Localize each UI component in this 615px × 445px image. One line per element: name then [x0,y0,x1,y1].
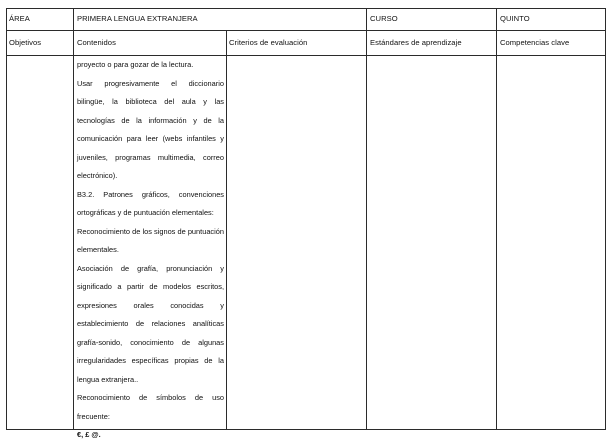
curso-label: CURSO [370,14,398,23]
area-value: PRIMERA LENGUA EXTRANJERA [77,14,198,23]
column-divider-objetivos [73,8,74,430]
header-row-divider [6,30,606,31]
contenidos-paragraph: Asociación de grafía, pronunciación y significado a partir de modelos escritos, expresiones orales conocidas y establecimiento de relaciones analíticas grafía-sonido, conocimiento de algunas irregularidades específicas propias de la lengua extranjera.. [77,263,224,384]
column-divider-contenidos [226,30,227,430]
contenidos-paragraph: proyecto o para gozar de la lectura. [77,60,194,69]
area-label: ÁREA [9,14,30,23]
contenidos-paragraph: Usar progresivamente el diccionario bilingüe, la biblioteca del aula y las tecnologías de la información y de la comunicación para leer (webs infantiles y juveniles, programas multimedia, correo electrónico). [77,78,224,180]
curso-value: QUINTO [500,14,530,23]
column-header-criterios: Criterios de evaluación [229,38,308,47]
column-header-estandares: Estándares de aprendizaje [370,38,462,47]
column-header-contenidos: Contenidos [77,38,116,47]
table-border-top [6,8,606,9]
contenidos-symbols: €, £ @. [77,430,101,439]
column-header-competencias: Competencias clave [500,38,570,47]
contenidos-cell [77,56,224,445]
column-header-objetivos: Objetivos [9,38,42,47]
table-border-right [605,8,606,430]
contenidos-paragraph: Reconocimiento de los signos de puntuación elementales. [77,226,224,254]
table-border-left [6,8,7,430]
column-divider-criterios [366,8,367,430]
contenidos-paragraph: Reconocimiento de símbolos de uso frecuente: [77,393,224,421]
contenidos-paragraph: B3.2. Patrones gráficos, convenciones ortográficas y de puntuación elementales: [77,189,224,217]
column-divider-estandares [496,8,497,430]
